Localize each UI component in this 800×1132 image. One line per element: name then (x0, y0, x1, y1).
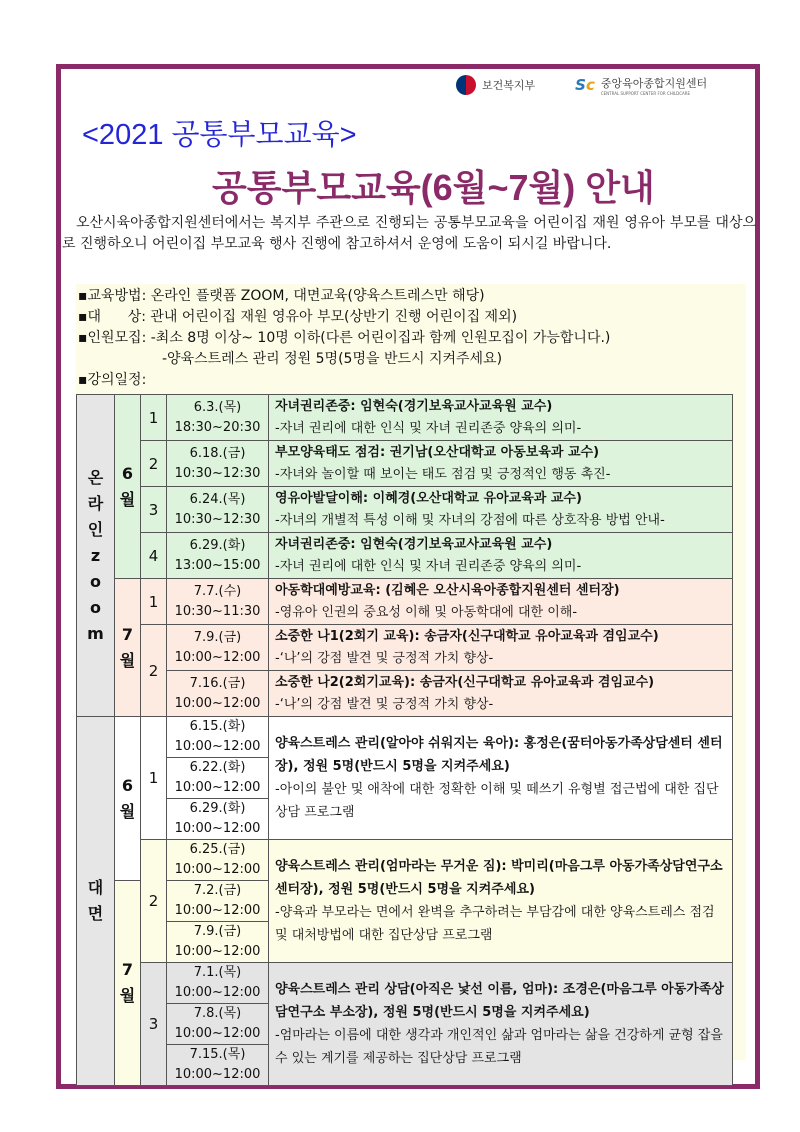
session-date: 7.16.(금) 10:00~12:00 (167, 671, 269, 717)
month-july: 7월 (115, 579, 141, 717)
session-content: 아동학대예방교육: (김혜은 오산시육아종합지원센터 센터장) -영유아 인권의 중요성 이해 및 아동학대에 대한 이해- (269, 579, 733, 625)
session-content: 소중한 나2(2회기교육): 송금자(신구대학교 유아교육과 겸임교수) -‘나’의 강점 발견 및 긍정적 가치 향상- (269, 671, 733, 717)
center-icon: Sc (575, 76, 595, 94)
session-date: 6.29.(화) 13:00~15:00 (167, 533, 269, 579)
session-date: 6.24.(목) 10:30~12:30 (167, 487, 269, 533)
group-no: 2 (141, 840, 167, 963)
group-content: 양육스트레스 관리 상담(아직은 낯선 이름, 엄마): 조경은(마음그루 아동가족상담연구소 부소장), 정원 5명(반드시 5명을 지켜주세요) -엄마라는 이름에 대한 생각과 개인적인 삶과 엄마라는 삶을 건강하게 균형 잡을 수 있는 계기를 제공하는 집단상담 프로그램 (269, 963, 733, 1086)
type-online: 온 라 인 z o o m (77, 395, 115, 717)
taegeuk-icon (456, 75, 476, 95)
table-row (77, 579, 733, 625)
info-method: ▪교육방법: 온라인 플랫폼 ZOOM, 대면교육(양육스트레스만 해당) (78, 288, 485, 304)
table-row (77, 533, 733, 579)
info-recruit: ▪인원모집: -최소 8명 이상~ 10명 이하(다른 어린이집과 함께 인원모집이 가능합니다.) (78, 330, 611, 346)
session-date: 6.29.(화) 10:00~12:00 (167, 799, 269, 840)
month-july: 7월 (115, 881, 141, 1086)
type-offline: 대 면 (77, 717, 115, 1086)
session-date: 7.1.(목) 10:00~12:00 (167, 963, 269, 1004)
table-row (77, 671, 733, 717)
session-content: 자녀권리존중: 임현숙(경기보육교사교육원 교수) -자녀 권리에 대한 인식 및 자녀 권리존중 양육의 의미- (269, 533, 733, 579)
table-row (77, 963, 733, 1004)
session-content: 영유아발달이해: 이혜경(오산대학교 유아교육과 교수) -자녀의 개별적 특성 이해 및 자녀의 강점에 따른 상호작용 방법 안내- (269, 487, 733, 533)
group-content: 양육스트레스 관리(엄마라는 무거운 짐): 박미리(마음그루 아동가족상담연구소 센터장), 정원 5명(반드시 5명을 지켜주세요) -양육과 부모라는 면에서 완벽을 추구하려는 부담감에 대한 양육스트레스 점검 및 대처방법에 대한 집단상담 프로그램 (269, 840, 733, 963)
session-no: 2 (141, 625, 167, 717)
session-content: 자녀권리존중: 임현숙(경기보육교사교육원 교수) -자녀 권리에 대한 인식 및 자녀 권리존중 양육의 의미- (269, 395, 733, 441)
subtitle: <2021 공통부모교육> (82, 119, 357, 151)
table-row (77, 840, 733, 881)
session-date: 6.15.(화) 10:00~12:00 (167, 717, 269, 758)
session-no: 1 (141, 395, 167, 441)
session-no: 1 (141, 579, 167, 625)
center-name: 중앙육아종합지원센터 CENTRAL SUPPORT CENTER FOR CHILDCARE (600, 76, 708, 96)
ministry-logo (456, 75, 535, 95)
session-date: 7.15.(목) 10:00~12:00 (167, 1045, 269, 1086)
session-content: 소중한 나1(2회기 교육): 송금자(신구대학교 유아교육과 겸임교수) -‘나’의 강점 발견 및 긍정적 가치 향상- (269, 625, 733, 671)
session-date: 6.3.(목) 18:30~20:30 (167, 395, 269, 441)
info-target: ▪대 상: 관내 어린이집 재원 영유아 부모(상반기 진행 어린이집 제외) (78, 309, 518, 325)
schedule-table (76, 394, 733, 1086)
group-content: 양육스트레스 관리(알아야 쉬워지는 육아): 홍정은(꿈터아동가족상담센터 센터장), 정원 5명(반드시 5명을 지켜주세요) -아이의 불안 및 애착에 대한 정확한 이해 및 떼쓰기 유형별 접근법에 대한 집단상담 프로그램 (269, 717, 733, 840)
session-date: 6.22.(화) 10:00~12:00 (167, 758, 269, 799)
session-date: 7.7.(수) 10:30~11:30 (167, 579, 269, 625)
info-schedule: ▪강의일정: (78, 372, 147, 388)
table-row (77, 441, 733, 487)
info-recruit-2: -양육스트레스 관리 정원 5명(5명을 반드시 지켜주세요) (162, 351, 503, 367)
page-title: 공통부모교육(6월~7월) 안내 (212, 167, 655, 208)
ministry-name: 보건복지부 (482, 79, 536, 92)
session-no: 2 (141, 441, 167, 487)
session-no: 3 (141, 487, 167, 533)
session-date: 7.9.(금) 10:00~12:00 (167, 625, 269, 671)
session-date: 6.25.(금) 10:00~12:00 (167, 840, 269, 881)
intro-text: 오산시육아종합지원센터에서는 복지부 주관으로 진행되는 공통부모교육을 어린이집 재원 영유아 부모를 대상으로 진행하오니 어린이집 부모교육 행사 진행에 참고하셔서 운영에 도움이 되시길 바랍니다. (62, 215, 756, 252)
session-date: 7.9.(금) 10:00~12:00 (167, 922, 269, 963)
session-date: 7.8.(목) 10:00~12:00 (167, 1004, 269, 1045)
table-row (77, 717, 733, 758)
session-no: 4 (141, 533, 167, 579)
session-content: 부모양육태도 점검: 권기남(오산대학교 아동보육과 교수) -자녀와 놀이할 때 보이는 태도 점검 및 긍정적인 행동 촉진- (269, 441, 733, 487)
logos (456, 70, 746, 100)
group-no: 1 (141, 717, 167, 840)
month-june: 6월 (115, 717, 141, 881)
session-date: 7.2.(금) 10:00~12:00 (167, 881, 269, 922)
center-logo (575, 75, 707, 96)
table-row (77, 625, 733, 671)
table-row (77, 395, 733, 441)
table-row (77, 487, 733, 533)
session-date: 6.18.(금) 10:30~12:30 (167, 441, 269, 487)
group-no: 3 (141, 963, 167, 1086)
month-june: 6월 (115, 395, 141, 579)
